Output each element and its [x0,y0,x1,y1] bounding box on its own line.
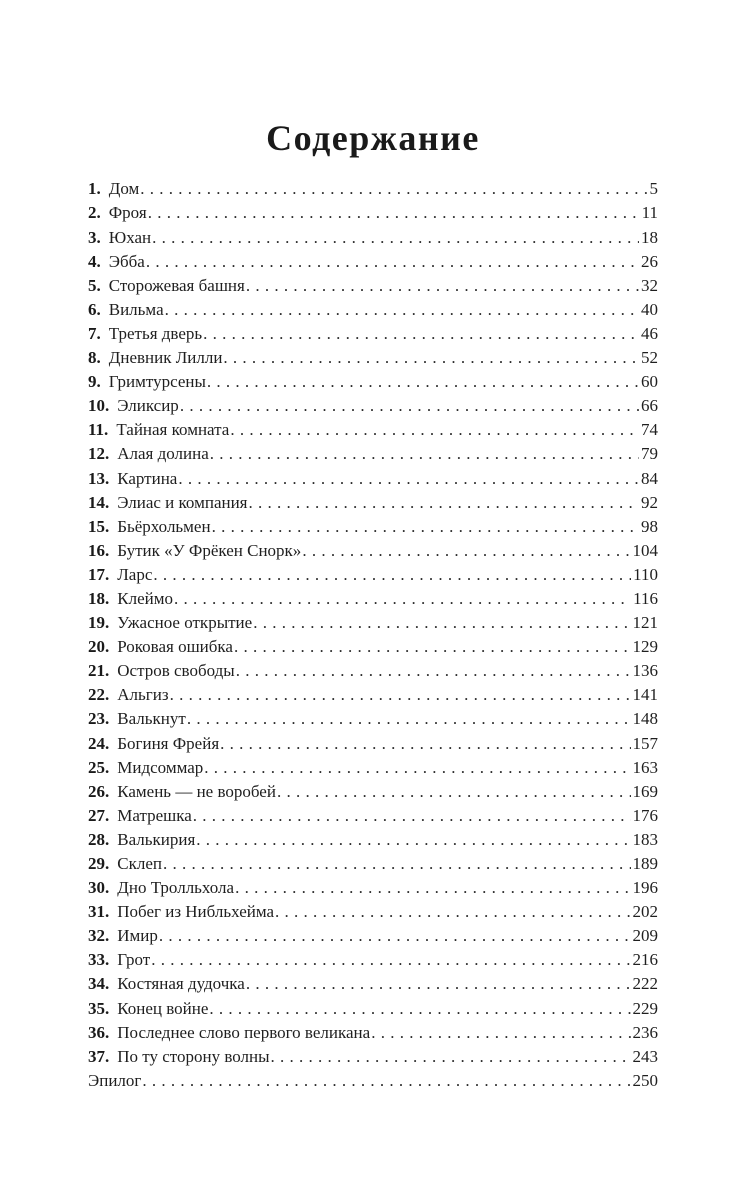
entry-page: 60 [641,372,658,392]
toc-entry [88,587,658,611]
dot-leader [277,780,631,804]
entry-page: 84 [641,468,658,488]
entry-number: 6. [88,299,101,319]
dot-leader [234,635,631,659]
entry-title: Альгиз [117,685,169,705]
entry-title: Мидсоммар [117,757,204,777]
entry-page: 79 [641,444,658,464]
entry-title: Ларс [117,564,153,584]
entry-number: 2. [88,203,101,223]
entry-page: 136 [632,661,658,681]
dot-leader [196,828,630,852]
entry-title: Ужасное открытие [117,613,253,633]
entry-number: 29. [88,854,110,874]
toc-entry [88,924,658,948]
entry-title: Побег из Нибльхейма [117,902,275,922]
entry-title: Роковая ошибка [117,637,233,657]
entry-title: Костяная дудочка [117,974,245,994]
dot-leader [170,683,631,707]
entry-number: 10. [88,396,110,416]
entry-page: 52 [641,348,658,368]
dot-leader [163,852,631,876]
entry-number: 11. [88,420,109,440]
entry-page: 26 [641,251,658,271]
entry-number: 19. [88,613,110,633]
entry-title: Дно Тролльхола [117,878,235,898]
entry-number: 18. [88,588,110,608]
entry-title: Камень — не воробей [117,781,276,801]
dot-leader [223,346,639,370]
toc-entry [88,394,658,418]
toc-entry [88,226,658,250]
entry-number: 13. [88,468,110,488]
toc-entry [88,780,658,804]
entry-page: 104 [632,540,658,560]
entry-page: 46 [641,323,658,343]
entry-title: Эбба [108,251,145,271]
entry-number: 36. [88,1022,110,1042]
toc-entry [88,804,658,828]
entry-number: 7. [88,323,101,343]
entry-number: 34. [88,974,110,994]
entry-page: 110 [633,564,658,584]
entry-title: Сторожевая башня [108,275,245,295]
entry-title: Имир [117,926,158,946]
entry-number: 12. [88,444,110,464]
entry-title: Картина [117,468,178,488]
entry-title: Элиас и компания [117,492,248,512]
entry-title: Гримтурсены [108,372,206,392]
entry-title: По ту сторону волны [117,1046,270,1066]
entry-title: Конец войне [117,998,209,1018]
entry-page: 11 [641,203,658,223]
toc-entry [88,298,658,322]
dot-leader [246,972,631,996]
entry-page: 121 [632,613,658,633]
toc-entry [88,539,658,563]
toc-entry [88,418,658,442]
entry-page: 18 [641,227,658,247]
dot-leader [371,1021,630,1045]
toc-entry [88,732,658,756]
toc-entry [88,756,658,780]
entry-title: Юхан [108,227,152,247]
dot-leader [210,442,639,466]
toc-entry [88,659,658,683]
toc-list [88,177,658,1093]
entry-title: Алая долина [117,444,209,464]
entry-number: 16. [88,540,110,560]
toc-entry [88,563,658,587]
entry-page: 148 [632,709,658,729]
entry-title: Валькнут [117,709,186,729]
dot-leader [204,756,630,780]
entry-number: 24. [88,733,110,753]
entry-page: 74 [641,420,658,440]
toc-entry [88,828,658,852]
entry-number: 27. [88,805,110,825]
dot-leader [180,394,639,418]
entry-page: 243 [632,1046,658,1066]
toc-entry [88,876,658,900]
toc-entry [88,997,658,1021]
toc-entry [88,274,658,298]
entry-page: 236 [632,1022,658,1042]
entry-title: Эликсир [117,396,179,416]
dot-leader [302,539,630,563]
dot-leader [275,900,630,924]
dot-leader [148,201,640,225]
toc-entry [88,683,658,707]
entry-page: 222 [632,974,658,994]
toc-entry [88,611,658,635]
toc-entry [88,1021,658,1045]
dot-leader [174,587,631,611]
dot-leader [152,226,639,250]
entry-number: 28. [88,829,110,849]
toc-entry [88,972,658,996]
entry-number: 21. [88,661,110,681]
entry-title: Валькирия [117,829,196,849]
toc-entry [88,900,658,924]
entry-title: Дневник Лилли [108,348,223,368]
entry-title: Тайная комната [116,420,230,440]
entry-title: Богиня Фрейя [117,733,220,753]
toc-entry [88,635,658,659]
entry-number: 32. [88,926,110,946]
entry-page: 40 [641,299,658,319]
entry-page: 202 [632,902,658,922]
page-title: Содержание [266,118,480,158]
entry-title: Бутик «У Фрёкен Снорк» [117,540,302,560]
dot-leader [165,298,639,322]
entry-page: 5 [649,179,658,199]
toc-entry [88,201,658,225]
entry-page: 183 [632,829,658,849]
dot-leader [271,1045,631,1069]
toc-entry [88,491,658,515]
dot-leader [203,322,639,346]
entry-page: 116 [633,588,658,608]
entry-title: Эпилог [88,1070,142,1090]
entry-number: 23. [88,709,110,729]
entry-number: 8. [88,348,101,368]
dot-leader [236,659,631,683]
toc-entry [88,948,658,972]
entry-number: 17. [88,564,110,584]
entry-title: Бьёрхольмен [117,516,211,536]
entry-number: 15. [88,516,110,536]
entry-title: Дом [108,179,140,199]
entry-page: 169 [632,781,658,801]
entry-number: 35. [88,998,110,1018]
dot-leader [246,274,639,298]
toc-entry [88,1069,658,1093]
dot-leader [235,876,630,900]
entry-page: 129 [632,637,658,657]
toc-entry [88,346,658,370]
entry-number: 4. [88,251,101,271]
entry-page: 209 [632,926,658,946]
dot-leader [159,924,631,948]
entry-page: 98 [641,516,658,536]
entry-number: 26. [88,781,110,801]
entry-number: 20. [88,637,110,657]
toc-entry [88,442,658,466]
toc-entry [88,250,658,274]
dot-leader [187,707,631,731]
dot-leader [220,732,630,756]
entry-number: 22. [88,685,110,705]
entry-number: 14. [88,492,110,512]
entry-page: 176 [632,805,658,825]
dot-leader [249,491,639,515]
entry-title: Вильма [108,299,164,319]
entry-page: 163 [632,757,658,777]
entry-page: 189 [632,854,658,874]
entry-title: Матрешка [117,805,192,825]
entry-number: 31. [88,902,110,922]
dot-leader [230,418,639,442]
toc-entry [88,1045,658,1069]
dot-leader [178,467,639,491]
dot-leader [253,611,630,635]
dot-leader [193,804,631,828]
toc-entry [88,467,658,491]
entry-number: 25. [88,757,110,777]
entry-page: 216 [632,950,658,970]
entry-title: Клеймо [117,588,173,608]
toc-entry [88,707,658,731]
entry-page: 92 [641,492,658,512]
entry-number: 9. [88,372,101,392]
entry-page: 66 [641,396,658,416]
entry-number: 37. [88,1046,110,1066]
entry-page: 141 [632,685,658,705]
entry-number: 3. [88,227,101,247]
entry-title: Грот [117,950,151,970]
entry-number: 5. [88,275,101,295]
dot-leader [207,370,639,394]
dot-leader [209,997,630,1021]
toc-entry [88,370,658,394]
entry-page: 229 [632,998,658,1018]
toc-entry [88,852,658,876]
dot-leader [142,1069,630,1093]
entry-title: Остров свободы [117,661,235,681]
entry-page: 250 [632,1070,658,1090]
toc-entry [88,515,658,539]
entry-title: Третья дверь [108,323,203,343]
entry-page: 196 [632,878,658,898]
dot-leader [151,948,630,972]
toc-entry [88,322,658,346]
dot-leader [140,177,647,201]
entry-page: 32 [641,275,658,295]
dot-leader [212,515,639,539]
entry-title: Склеп [117,854,162,874]
entry-number: 30. [88,878,110,898]
toc-entry [88,177,658,201]
entry-page: 157 [632,733,658,753]
entry-number: 1. [88,179,101,199]
dot-leader [146,250,639,274]
entry-title: Последнее слово первого великана [117,1022,371,1042]
dot-leader [153,563,631,587]
entry-title: Фроя [108,203,147,223]
entry-number: 33. [88,950,110,970]
